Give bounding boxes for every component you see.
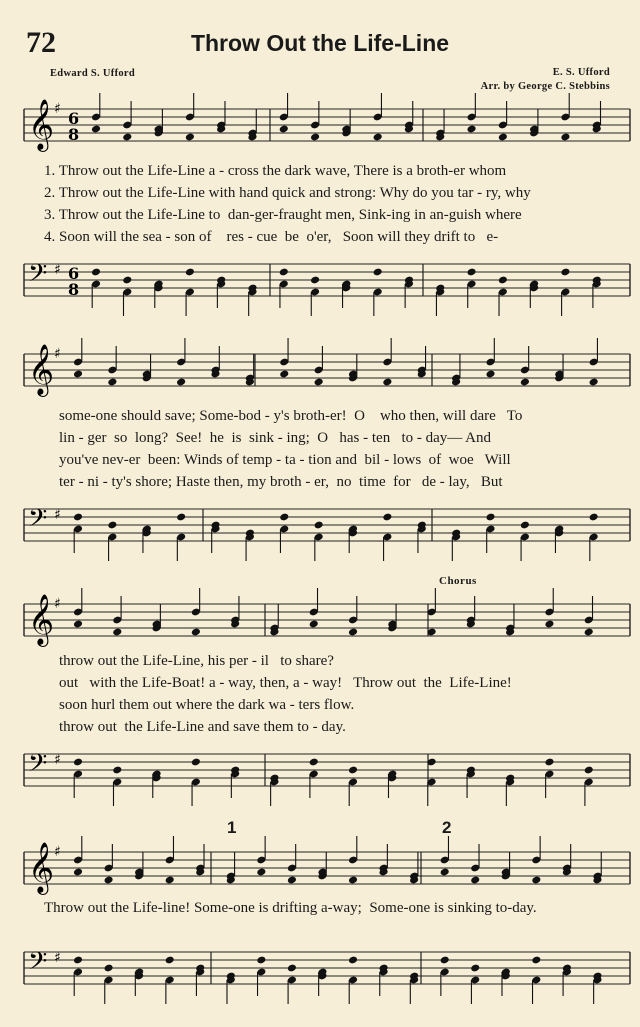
music-credit	[481, 66, 610, 94]
treble-clef-icon: 𝄞	[28, 344, 55, 395]
note-head	[309, 620, 319, 629]
time-signature-bottom: 8	[68, 280, 80, 299]
time-signature-top: 6	[68, 264, 80, 283]
note-head	[279, 125, 289, 134]
treble-clef-icon: 𝄞	[28, 842, 55, 893]
note-head	[73, 513, 83, 522]
note-head	[520, 521, 530, 530]
note-head	[531, 876, 541, 885]
treble-staff-2	[0, 340, 640, 410]
note-head	[485, 370, 495, 379]
note-head	[373, 133, 383, 142]
words-credit: Edward S. Ufford	[50, 68, 136, 79]
note-head	[107, 378, 117, 387]
lyric-line: soon hurl them out where the dark wa - ters flow.	[59, 697, 355, 713]
note-head	[279, 370, 289, 379]
bass-clef-icon: 𝄢	[28, 749, 48, 784]
lyric-line: some-one should save; Some-bod - y's broth-er! O who then, will dare To	[59, 408, 523, 424]
note-head	[256, 868, 266, 877]
note-head	[104, 964, 114, 973]
note-head	[309, 758, 319, 767]
bass-staff-3	[0, 740, 640, 810]
hymn-title: Throw Out the Life-Line	[190, 30, 450, 56]
note-head	[470, 876, 480, 885]
note-head	[122, 133, 132, 142]
note-head	[165, 956, 175, 965]
lyric-line: throw out the Life-Line and save them to - day.	[59, 719, 346, 735]
note-head	[107, 521, 117, 530]
note-head	[112, 766, 122, 775]
treble-clef-icon: 𝄞	[28, 594, 55, 645]
note-head	[91, 125, 101, 134]
note-head	[314, 378, 324, 387]
note-head	[287, 876, 297, 885]
lyric-line: out with the Life-Boat! a - way, then, a - way! Throw out the Life-Line!	[59, 675, 512, 691]
note-head	[485, 513, 495, 522]
sharp-icon: ♯	[54, 596, 61, 612]
note-head	[73, 370, 83, 379]
note-head	[589, 378, 599, 387]
note-head	[348, 876, 358, 885]
note-head	[560, 133, 570, 142]
treble-staff-1	[0, 95, 640, 165]
note-head	[310, 133, 320, 142]
lyric-line: 3. Throw out the Life-Line to dan-ger-fraught men, Sink-ing in an-guish where	[44, 207, 522, 223]
note-head	[122, 276, 132, 285]
note-head	[544, 620, 554, 629]
note-head	[104, 876, 114, 885]
sharp-icon: ♯	[54, 262, 61, 278]
lyric-line: Throw out the Life-line! Some-one is drifting a-way; Some-one is sinking to-day.	[44, 900, 537, 916]
note-head	[185, 133, 195, 142]
note-head	[466, 125, 476, 134]
first-ending-label: 1	[227, 818, 237, 837]
note-head	[73, 868, 83, 877]
note-head	[191, 758, 201, 767]
note-head	[73, 758, 83, 767]
note-head	[498, 133, 508, 142]
note-head	[466, 268, 476, 277]
note-head	[348, 628, 358, 637]
note-head	[382, 513, 392, 522]
note-head	[73, 620, 83, 629]
note-head	[191, 628, 201, 637]
time-signature-bottom: 8	[68, 125, 80, 144]
note-head	[314, 521, 324, 530]
note-head	[373, 268, 383, 277]
note-head	[382, 378, 392, 387]
note-head	[279, 268, 289, 277]
note-head	[589, 513, 599, 522]
note-head	[91, 268, 101, 277]
note-head	[256, 956, 266, 965]
time-signature-top: 6	[68, 109, 80, 128]
note-head	[176, 378, 186, 387]
arranger-credit: Arr. by George C. Stebbins	[480, 81, 610, 92]
note-head	[310, 276, 320, 285]
lyric-line: you've nev-er been: Winds of temp - ta - tion and bil - lows of woe Will	[59, 452, 511, 468]
lyric-line: 1. Throw out the Life-Line a - cross the dark wave, There is a broth-er whom	[44, 163, 507, 179]
chorus-label: Chorus	[439, 575, 477, 587]
bass-staff-4	[0, 938, 640, 1008]
second-ending-label: 2	[442, 818, 452, 837]
note-head	[520, 378, 530, 387]
note-head	[584, 628, 594, 637]
bass-staff-2	[0, 495, 640, 565]
note-head	[531, 956, 541, 965]
note-head	[440, 956, 450, 965]
sharp-icon: ♯	[54, 346, 61, 362]
bass-staff-1	[0, 250, 640, 320]
note-head	[348, 956, 358, 965]
sharp-icon: ♯	[54, 844, 61, 860]
sharp-icon: ♯	[54, 101, 61, 117]
bass-clef-icon: 𝄢	[28, 504, 48, 539]
page-number: 72	[26, 26, 56, 59]
note-head	[279, 513, 289, 522]
lyric-line: ter - ni - ty's shore; Haste then, my broth - er, no time for de - lay, But	[59, 474, 503, 490]
composer-credit: E. S. Ufford	[552, 67, 610, 78]
lyric-line: lin - ger so long? See! he is sink - ing; O has - ten to - day— And	[59, 430, 492, 446]
note-head	[544, 758, 554, 767]
note-head	[287, 964, 297, 973]
lyric-line: throw out the Life-Line, his per - il to share?	[59, 653, 334, 669]
note-head	[584, 766, 594, 775]
lyric-line: 4. Soon will the sea - son of res - cue be o'er, Soon will they drift to e-	[44, 229, 499, 245]
note-head	[185, 268, 195, 277]
note-head	[73, 956, 83, 965]
note-head	[440, 868, 450, 877]
note-head	[165, 876, 175, 885]
lyric-line: 2. Throw out the Life-Line with hand quick and strong: Why do you tar - ry, why	[44, 185, 531, 201]
sharp-icon: ♯	[54, 950, 61, 966]
note-head	[176, 513, 186, 522]
treble-clef-icon: 𝄞	[28, 99, 55, 150]
note-head	[348, 766, 358, 775]
bass-clef-icon: 𝄢	[28, 947, 48, 982]
bass-clef-icon: 𝄢	[28, 259, 48, 294]
sharp-icon: ♯	[54, 507, 61, 523]
note-head	[498, 276, 508, 285]
treble-staff-4	[0, 838, 640, 908]
treble-staff-3	[0, 590, 640, 660]
sharp-icon: ♯	[54, 752, 61, 768]
note-head	[112, 628, 122, 637]
note-head	[560, 268, 570, 277]
note-head	[470, 964, 480, 973]
